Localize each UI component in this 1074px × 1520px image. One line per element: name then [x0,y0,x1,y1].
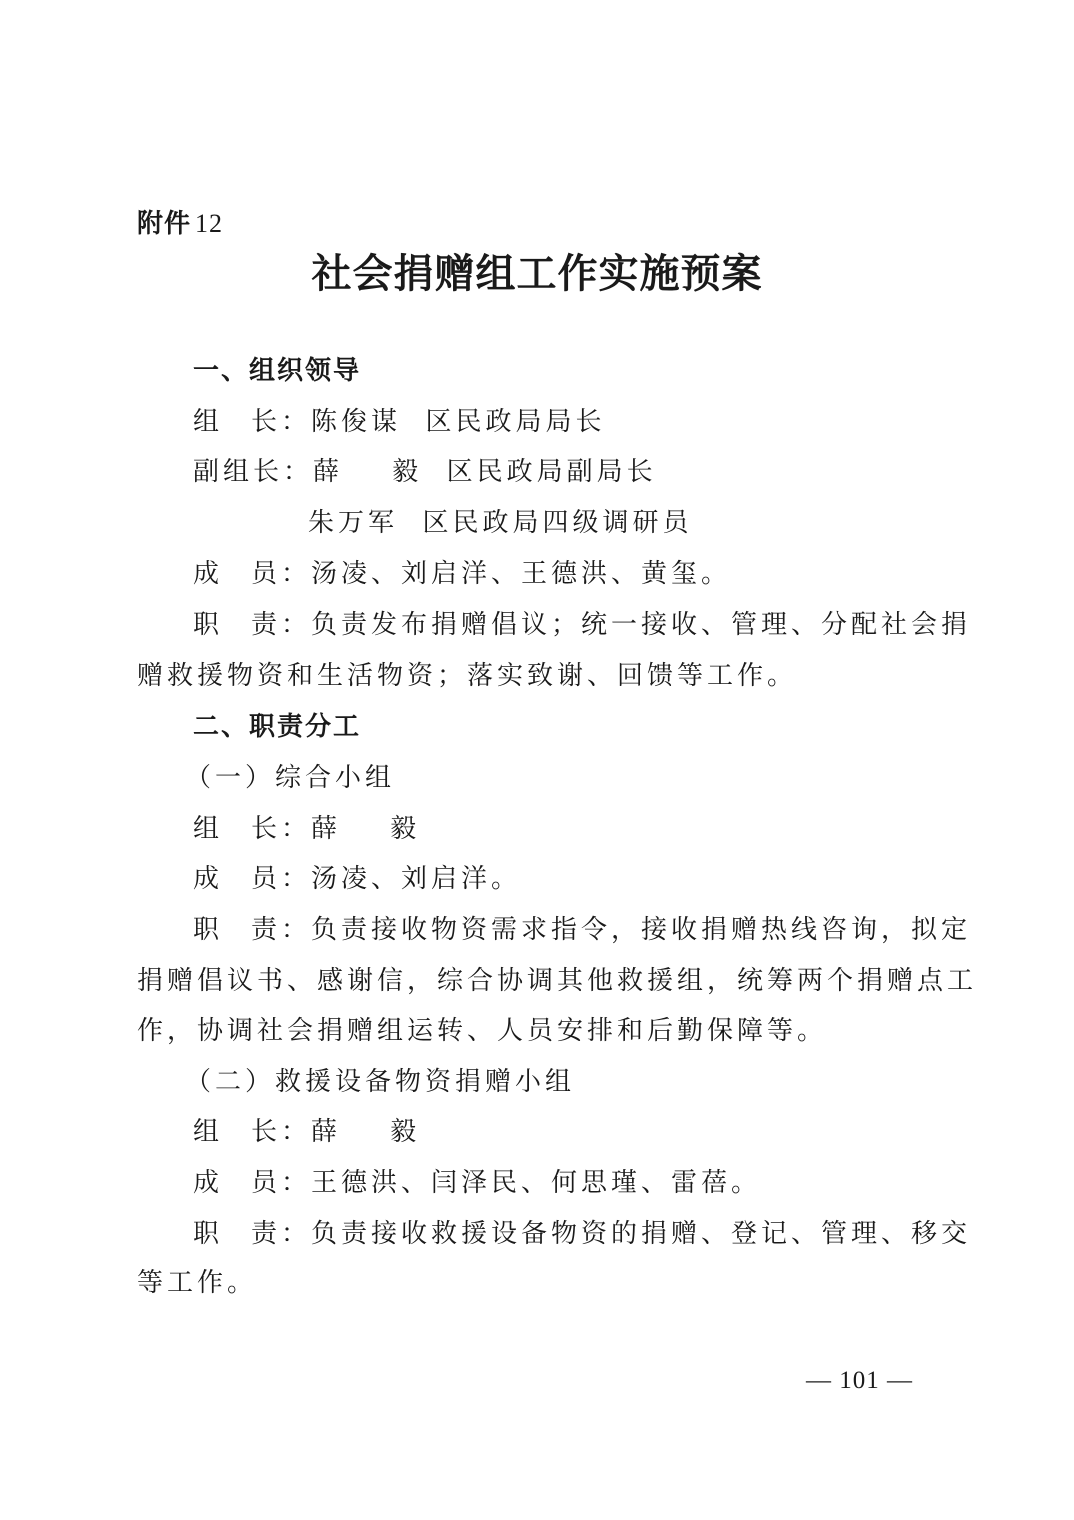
group1-members-value: 汤凌、刘启洋。 [311,864,522,894]
leader-value: 陈俊谋 区民政局局长 [311,407,606,437]
group1-leader-label: 组 长： [193,814,312,844]
duty-text-line1: 负责发布捐赠倡议；统一接收、管理、分配社会捐 [311,610,972,640]
attachment-text: 附件 [137,209,192,239]
deputy-value-2: 朱万军 区民政局四级调研员 [308,508,693,538]
group2-members-label: 成 员： [193,1168,312,1198]
group2-leader-row [137,1107,1003,1158]
deputy-label: 副组长： [193,457,314,487]
members-value: 汤凌、刘启洋、王德洪、黄玺。 [311,559,732,589]
group2-members-value: 王德洪、闫泽民、何思瑾、雷蓓。 [311,1168,762,1198]
group1-duty-row [137,905,1003,956]
leader-label: 组 长： [193,407,312,437]
group1-members-row [137,854,1003,905]
duty-text-line2: 赠救援物资和生活物资；落实致谢、回馈等工作。 [137,661,798,691]
deputy-row [137,447,1003,498]
deputy-value-1: 薛 毅 区民政局副局长 [313,457,657,487]
section-heading-organization: 一、组织领导 [193,356,362,386]
group1-duty-label: 职 责： [193,915,312,945]
attachment-label [137,203,223,240]
group2-title: （二）救援设备物资捐赠小组 [185,1067,576,1097]
group2-duty-line2: 等工作。 [137,1268,258,1298]
group1-title: （一）综合小组 [185,763,396,793]
duty-label: 职 责： [193,610,312,640]
group1-duty-line1: 负责接收物资需求指令，接收捐赠热线咨询，拟定 [311,915,972,945]
page-number: — 101 — [806,1367,913,1394]
group2-leader-label: 组 长： [193,1117,312,1147]
group1-members-label: 成 员： [193,864,312,894]
group1-leader-row [137,804,1003,855]
deputy-row-2 [137,498,1074,549]
leader-row [137,397,1003,448]
group1-duty-line3: 作，协调社会捐赠组运转、人员安排和后勤保障等。 [137,1016,828,1046]
group2-duty-label: 职 责： [193,1219,312,1249]
duty-row [137,600,1003,651]
members-label: 成 员： [193,559,312,589]
group2-members-row [137,1158,1003,1209]
attachment-number: 12 [195,209,224,238]
group2-duty-line1: 负责接收救援设备物资的捐赠、登记、管理、移交 [311,1219,972,1249]
group2-duty-row [137,1209,1003,1260]
members-row [137,549,1003,600]
section-heading-responsibilities: 二、职责分工 [193,712,362,742]
group2-leader-value: 薛 毅 [311,1117,421,1147]
group1-leader-value: 薛 毅 [311,814,421,844]
group1-duty-line2: 捐赠倡议书、感谢信，综合协调其他救援组，统筹两个捐赠点工 [137,966,978,996]
document-title: 社会捐赠组工作实施预案 [311,250,763,297]
